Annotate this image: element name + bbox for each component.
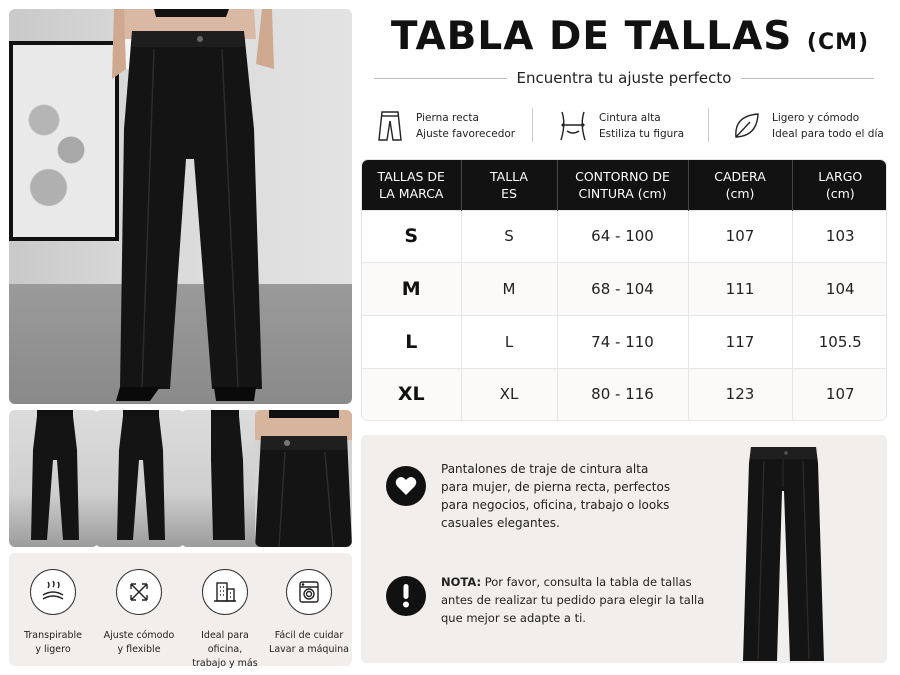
top-feature-line2: Estiliza tu figura <box>599 128 685 140</box>
office-icon <box>202 569 248 615</box>
waist-icon <box>555 108 591 144</box>
cell-es-size: XL <box>461 368 557 420</box>
thumbnail-waist-detail[interactable] <box>255 410 352 547</box>
divider <box>708 108 709 142</box>
title-unit: (CM) <box>806 30 870 55</box>
cell-waist: 68 - 104 <box>557 263 688 316</box>
feature-label-2: y ligero <box>35 644 71 655</box>
cell-length: 105.5 <box>792 316 887 369</box>
table-row <box>362 368 887 420</box>
table-header-row <box>362 160 887 210</box>
feature-office <box>183 569 267 671</box>
main-product-photo <box>9 9 352 404</box>
feature-label-2: y flexible <box>117 644 161 655</box>
top-feature-line2: Ideal para todo el día <box>772 128 884 140</box>
thumbnail-back[interactable] <box>95 410 184 547</box>
table-row <box>362 263 887 316</box>
washing-machine-icon <box>286 569 332 615</box>
flexible-icon <box>116 569 162 615</box>
description-panel <box>361 435 887 663</box>
top-feature-line1: Cintura alta <box>599 112 661 124</box>
header-hip: CADERA (cm) <box>688 160 792 210</box>
header-waist: CONTORNO DE CINTURA (cm) <box>557 160 688 210</box>
cell-es-size: L <box>461 316 557 369</box>
feature-label-1: Transpirable <box>23 630 83 641</box>
title-main: TABLA DE TALLAS <box>390 14 793 59</box>
cell-es-size: S <box>461 210 557 263</box>
feature-washable <box>267 569 351 657</box>
cell-brand-size: L <box>362 316 461 369</box>
header-es-size: TALLA ES <box>461 160 557 210</box>
product-pants-image <box>736 443 831 665</box>
feature-label-1: Fácil de cuidar <box>274 630 344 641</box>
cell-hip: 123 <box>688 368 792 420</box>
features-panel <box>9 553 352 669</box>
top-feature-line1: Pierna recta <box>416 112 479 124</box>
top-feature-high-waist <box>555 108 684 144</box>
feature-label-1: Ideal para oficina, <box>201 630 249 655</box>
cell-length: 103 <box>792 210 887 263</box>
heart-icon <box>386 466 426 506</box>
straight-pants-icon <box>372 108 408 144</box>
wall-art-frame <box>9 41 119 241</box>
model-pants-illustration <box>104 9 274 404</box>
product-description: Pantalones de traje de cintura alta para mujer, de pierna recta, perfectos para negocios, oficina, trabajo o looks casuales elegantes. <box>441 462 671 530</box>
cell-es-size: M <box>461 263 557 316</box>
breathable-icon <box>30 569 76 615</box>
table-row <box>362 210 887 263</box>
feature-flexible <box>97 569 181 657</box>
cell-length: 107 <box>792 368 887 420</box>
subtitle-row <box>374 66 874 90</box>
size-note: NOTA: Por favor, consulta la tabla de tallas antes de realizar tu pedido para elegir la talla que mejor se adapte a ti. <box>441 575 705 625</box>
thumbnail-front[interactable] <box>9 410 98 547</box>
feature-label-2: trabajo y más <box>192 658 258 669</box>
feature-label-1: Ajuste cómodo <box>103 630 175 641</box>
cell-waist: 80 - 116 <box>557 368 688 420</box>
cell-brand-size: S <box>362 210 461 263</box>
size-chart-table <box>361 159 887 421</box>
note-label: NOTA: <box>441 575 482 589</box>
page-title <box>370 14 890 59</box>
top-feature-line1: Ligero y cómodo <box>772 112 860 124</box>
top-feature-straight-leg <box>372 108 515 144</box>
cell-hip: 111 <box>688 263 792 316</box>
cell-length: 104 <box>792 263 887 316</box>
cell-waist: 64 - 100 <box>557 210 688 263</box>
feature-breathable <box>11 569 95 657</box>
divider <box>532 108 533 142</box>
exclamation-icon <box>386 576 426 616</box>
top-feature-line2: Ajuste favorecedor <box>416 128 516 140</box>
header-brand-size: TALLAS DE LA MARCA <box>362 160 461 210</box>
header-length: LARGO (cm) <box>792 160 887 210</box>
cell-hip: 107 <box>688 210 792 263</box>
cell-brand-size: XL <box>362 368 461 420</box>
cell-waist: 74 - 110 <box>557 316 688 369</box>
subtitle: Encuentra tu ajuste perfecto <box>516 69 732 87</box>
cell-hip: 117 <box>688 316 792 369</box>
feature-label-2: Lavar a máquina <box>269 644 349 655</box>
top-feature-lightweight <box>728 108 884 144</box>
table-row <box>362 316 887 369</box>
cell-brand-size: M <box>362 263 461 316</box>
leaf-icon <box>728 108 764 144</box>
